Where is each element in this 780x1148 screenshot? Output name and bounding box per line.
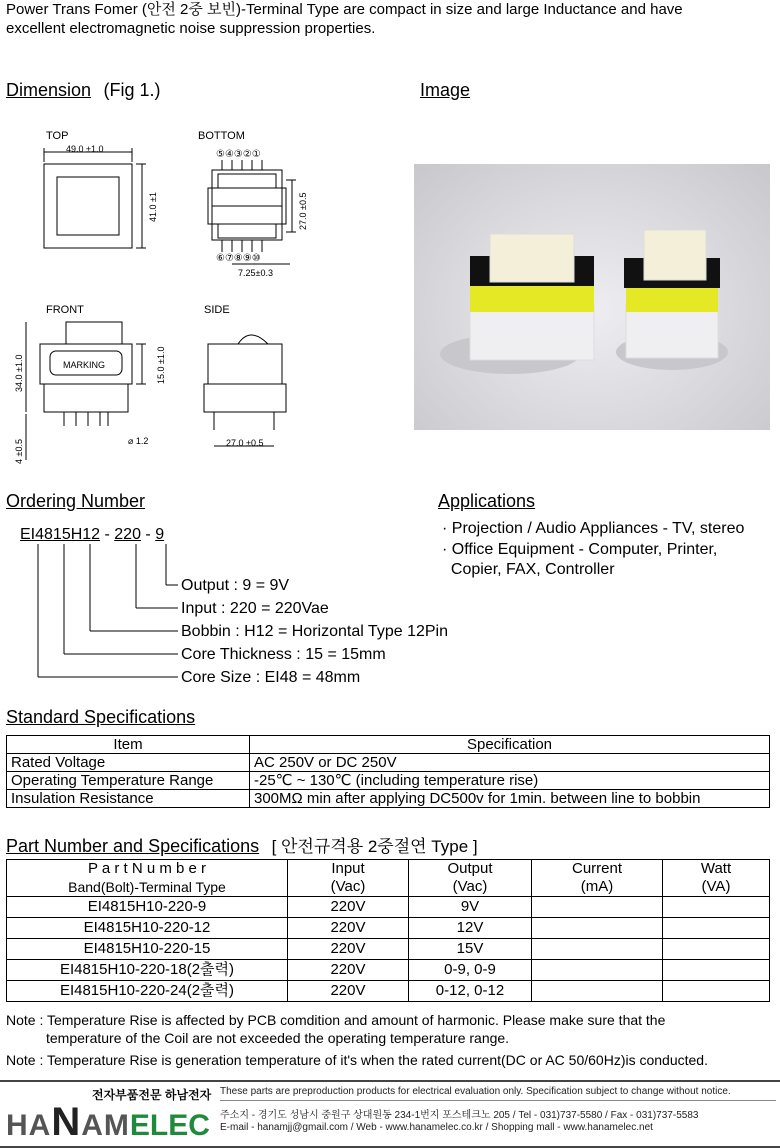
dim-pin-length: 4 ±0.5 <box>14 439 24 464</box>
part-output-cell: 0-9, 0-9 <box>409 960 532 981</box>
footer-address: 주소지 - 경기도 성남시 중원구 상대원동 234-1번지 포스테크노 205 / Tel - 031)737-5580 / Fax - 031)737-5583 <box>220 1110 699 1121</box>
intro-line-1: Power Trans Fomer (안전 2중 보빈)-Terminal Type are compact in size and large Inductance and have <box>6 1 683 18</box>
parts-subtitle: [ 안전규격용 2중절연 Type ] <box>271 837 478 856</box>
order-output: Output : 9 = 9V <box>181 577 290 594</box>
top-view-window <box>57 177 119 235</box>
order-callout-lines <box>0 540 190 690</box>
marking-label: MARKING <box>63 360 106 370</box>
part-watt-cell <box>663 981 770 1002</box>
parts-col-output-l1: Output <box>447 860 493 877</box>
order-code-sep-2: - <box>140 526 156 543</box>
part-output-cell: 0-12, 0-12 <box>409 981 532 1002</box>
standard-spec-table <box>6 735 770 808</box>
part-input-cell: 220V <box>288 918 409 939</box>
pins-top-label: ⑤④③②① <box>216 149 261 160</box>
part-output-cell: 9V <box>409 897 532 918</box>
parts-col-input-l1: Input <box>331 860 365 877</box>
dimension-drawing <box>0 140 410 470</box>
table-header-row <box>7 860 770 897</box>
ordering-heading: Ordering Number <box>6 491 146 511</box>
dim-pin-span: 27.0 ±0.5 <box>298 192 308 230</box>
order-core-size: Core Size : EI48 = 48mm <box>181 669 361 686</box>
spec-value: AC 250V or DC 250V <box>250 754 770 772</box>
footer-divider <box>220 1100 776 1101</box>
parts-col-watt <box>663 860 770 897</box>
dim-window: 15.0 ±1.0 <box>156 346 166 384</box>
parts-title: Part Number and Specifications <box>6 836 260 856</box>
logo-text-elec: ELEC <box>129 1109 210 1142</box>
dim-width: 49.0 ±1.0 <box>66 144 104 154</box>
application-item-1: · Projection / Audio Appliances - TV, stereo <box>442 520 745 537</box>
footer-disclaimer: These parts are preproduction products for electrical evaluation only. Specification subject to change without notice. <box>220 1086 731 1097</box>
table-row <box>7 754 770 772</box>
part-current-cell <box>532 960 663 981</box>
part-input-cell: 220V <box>288 981 409 1002</box>
table-row <box>7 790 770 808</box>
spec-item: Operating Temperature Range <box>7 772 250 790</box>
parts-col-part-number-l1: P a r t N u m b e r <box>87 860 207 877</box>
note-1-line-2: temperature of the Coil are not exceeded the operating temperature range. <box>46 1030 510 1046</box>
part-current-cell <box>532 981 663 1002</box>
dim-total-height: 34.0 ±1.0 <box>14 354 24 392</box>
bottom-view-outline <box>212 170 282 240</box>
spec-item: Insulation Resistance <box>7 790 250 808</box>
part-number-cell: EI4815H10-220-15 <box>7 939 288 960</box>
part-number-cell: EI4815H10-220-12 <box>7 918 288 939</box>
front-view-label: FRONT <box>46 304 84 316</box>
parts-col-current-l1: Current <box>571 860 623 877</box>
top-view-label: TOP <box>46 130 69 142</box>
side-view-outline <box>208 344 282 384</box>
image-heading: Image <box>420 80 471 100</box>
spec-value: -25℃ ~ 130℃ (including temperature rise) <box>250 772 770 790</box>
parts-col-part-number <box>7 860 288 897</box>
table-row <box>7 772 770 790</box>
dimension-heading <box>6 80 161 101</box>
spec-col-item: Item <box>7 736 250 754</box>
parts-col-output-l2: (Vac) <box>452 878 488 895</box>
product-photo-art <box>414 164 770 430</box>
part-watt-cell <box>663 897 770 918</box>
parts-col-input-l2: (Vac) <box>330 878 366 895</box>
part-current-cell <box>532 918 663 939</box>
order-core-thickness: Core Thickness : 15 = 15mm <box>181 646 386 663</box>
part-input-cell: 220V <box>288 897 409 918</box>
part-number-cell: EI4815H10-220-24(2출력) <box>7 981 288 1002</box>
part-input-cell: 220V <box>288 939 409 960</box>
table-row <box>7 897 770 918</box>
standard-heading: Standard Specifications <box>6 707 196 727</box>
dim-pitch: 7.25±0.3 <box>238 268 273 278</box>
table-row <box>7 939 770 960</box>
pins-bottom-label: ⑥⑦⑧⑨⑩ <box>216 253 261 264</box>
table-header-row <box>7 736 770 754</box>
parts-col-input <box>288 860 409 897</box>
part-number-cell: EI4815H10-220-9 <box>7 897 288 918</box>
intro-line-2: excellent electromagnetic noise suppression properties. <box>6 20 376 37</box>
spec-value: 300MΩ min after applying DC500v for 1min. between line to bobbin <box>250 790 770 808</box>
footer-tagline: 전자부품전문 하남전자 <box>92 1088 212 1102</box>
bottom-view-label: BOTTOM <box>198 130 245 142</box>
logo-text-n: N <box>51 1100 82 1144</box>
footer-contact: E-mail - hanamjj@gmail.com / Web - www.hanamelec.co.kr / Shopping mall - www.hanamelec.net <box>220 1122 653 1133</box>
logo-text-am: AM <box>81 1109 130 1142</box>
part-input-cell: 220V <box>288 960 409 981</box>
part-watt-cell <box>663 939 770 960</box>
dimension-fig: (Fig 1.) <box>103 80 161 100</box>
note-2: Note : Temperature Rise is generation temperature of it's when the rated current(DC or AC 50/60Hz)is conducted. <box>6 1052 708 1068</box>
footer <box>0 1080 780 1148</box>
order-bobbin: Bobbin : H12 = Horizontal Type 12Pin <box>181 623 448 640</box>
logo-text-ha: HA <box>6 1109 52 1142</box>
product-photo <box>414 164 770 430</box>
parts-heading <box>6 832 478 857</box>
part-output-cell: 12V <box>409 918 532 939</box>
dim-pin-diameter: ⌀ 1.2 <box>128 436 149 446</box>
applications-heading: Applications <box>438 491 536 511</box>
application-item-3: Copier, FAX, Controller <box>442 561 615 578</box>
parts-col-watt-l1: Watt <box>700 860 732 877</box>
parts-col-output <box>409 860 532 897</box>
intro-text <box>6 0 776 38</box>
part-number-cell: EI4815H10-220-18(2출력) <box>7 960 288 981</box>
side-view-label: SIDE <box>204 304 230 316</box>
dim-side-span: 27.0 ±0.5 <box>226 438 264 448</box>
order-code-part-2: 220 <box>114 526 141 543</box>
order-code-part-1: EI4815H12 <box>20 526 101 543</box>
part-watt-cell <box>663 918 770 939</box>
table-row <box>7 981 770 1002</box>
parts-col-current-l2: (mA) <box>580 878 614 895</box>
table-row <box>7 918 770 939</box>
part-output-cell: 15V <box>409 939 532 960</box>
parts-table <box>6 859 770 1002</box>
spec-item: Rated Voltage <box>7 754 250 772</box>
note-1-line-1: Note : Temperature Rise is affected by PCB comdition and amount of harmonic. Please make sure that the <box>6 1012 666 1028</box>
dim-height: 41.0 ±1 <box>148 192 158 222</box>
part-current-cell <box>532 939 663 960</box>
parts-col-part-number-l2: Band(Bolt)-Terminal Type <box>68 879 226 895</box>
parts-col-watt-l2: (VA) <box>701 878 731 895</box>
spec-col-specification: Specification <box>250 736 770 754</box>
part-watt-cell <box>663 960 770 981</box>
order-code-part-3: 9 <box>155 526 165 543</box>
application-item-2: · Office Equipment - Computer, Printer, <box>442 541 718 558</box>
table-row <box>7 960 770 981</box>
company-logo <box>6 1100 210 1145</box>
dimension-title: Dimension <box>6 80 92 100</box>
order-code-sep-1: - <box>100 526 115 543</box>
part-current-cell <box>532 897 663 918</box>
parts-col-current <box>532 860 663 897</box>
order-input: Input : 220 = 220Vae <box>181 600 329 617</box>
